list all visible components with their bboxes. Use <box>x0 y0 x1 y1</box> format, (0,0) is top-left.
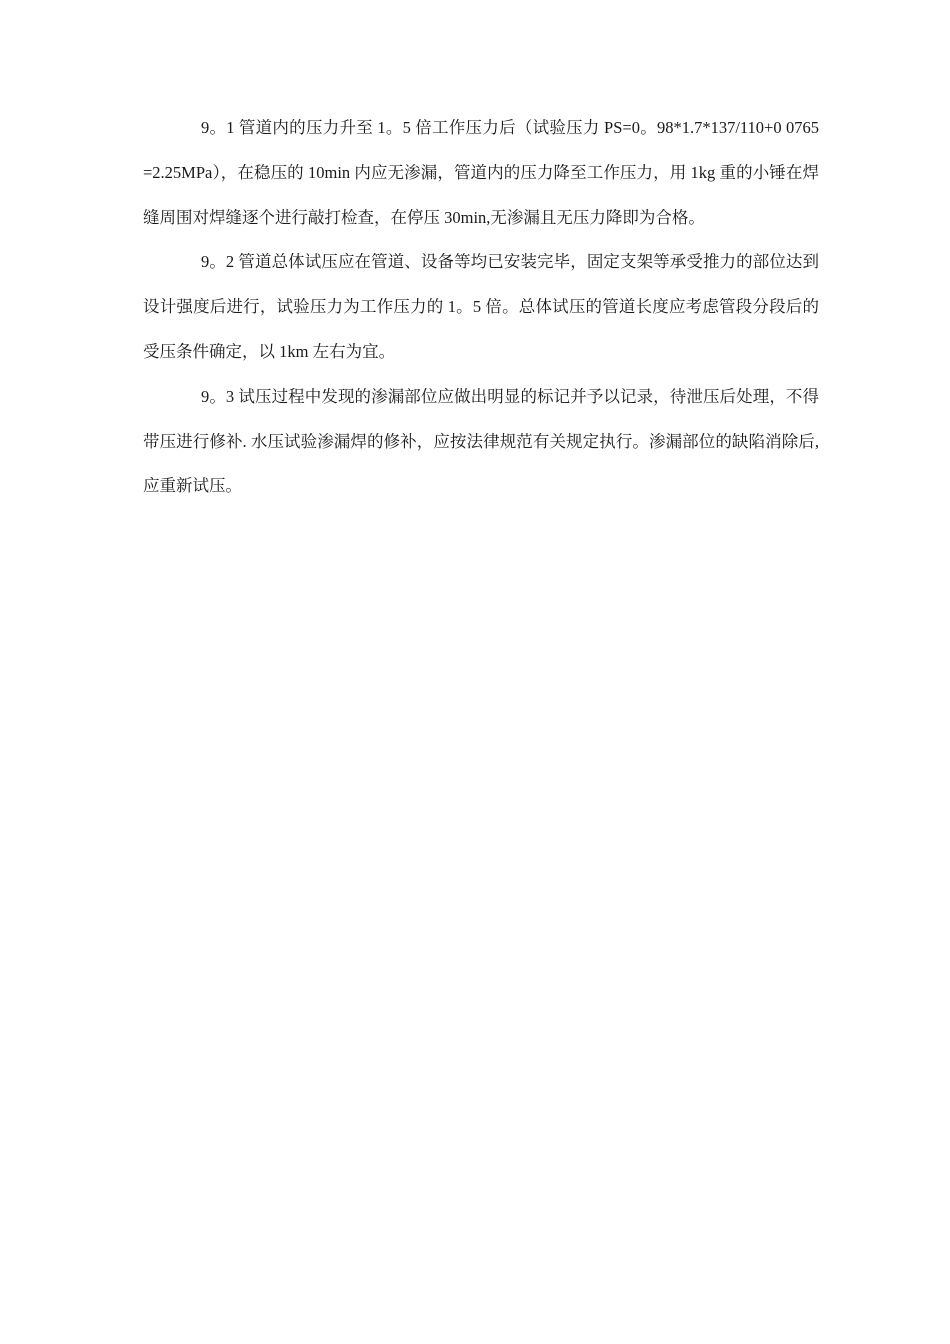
paragraph-9-1: 9。1 管道内的压力升至 1。5 倍工作压力后（试验压力 PS=0。98*1.7*137/110+0 0765=2.25MPa），在稳压的 10min 内应无渗漏，管道内的压力降至工作压力，用 1kg 重的小锤在焊缝周围对焊缝逐个进行敲打检查，在停压 30min,无渗漏且无压力降即为合格。 <box>143 118 819 227</box>
document-body <box>143 106 819 509</box>
paragraph-9-3: 9。3 试压过程中发现的渗漏部位应做出明显的标记并予以记录，待泄压后处理，不得带压进行修补. 水压试验渗漏焊的修补，应按法律规范有关规定执行。渗漏部位的缺陷消除后, 应重新试压。 <box>143 386 819 496</box>
paragraph-9-2: 9。2 管道总体试压应在管道、设备等均已安装完毕，固定支架等承受推力的部位达到设计强度后进行，试验压力为工作压力的 1。5 倍。总体试压的管道长度应考虑管段分段后的受压条件确定，以 1km 左右为宜。 <box>143 252 819 361</box>
